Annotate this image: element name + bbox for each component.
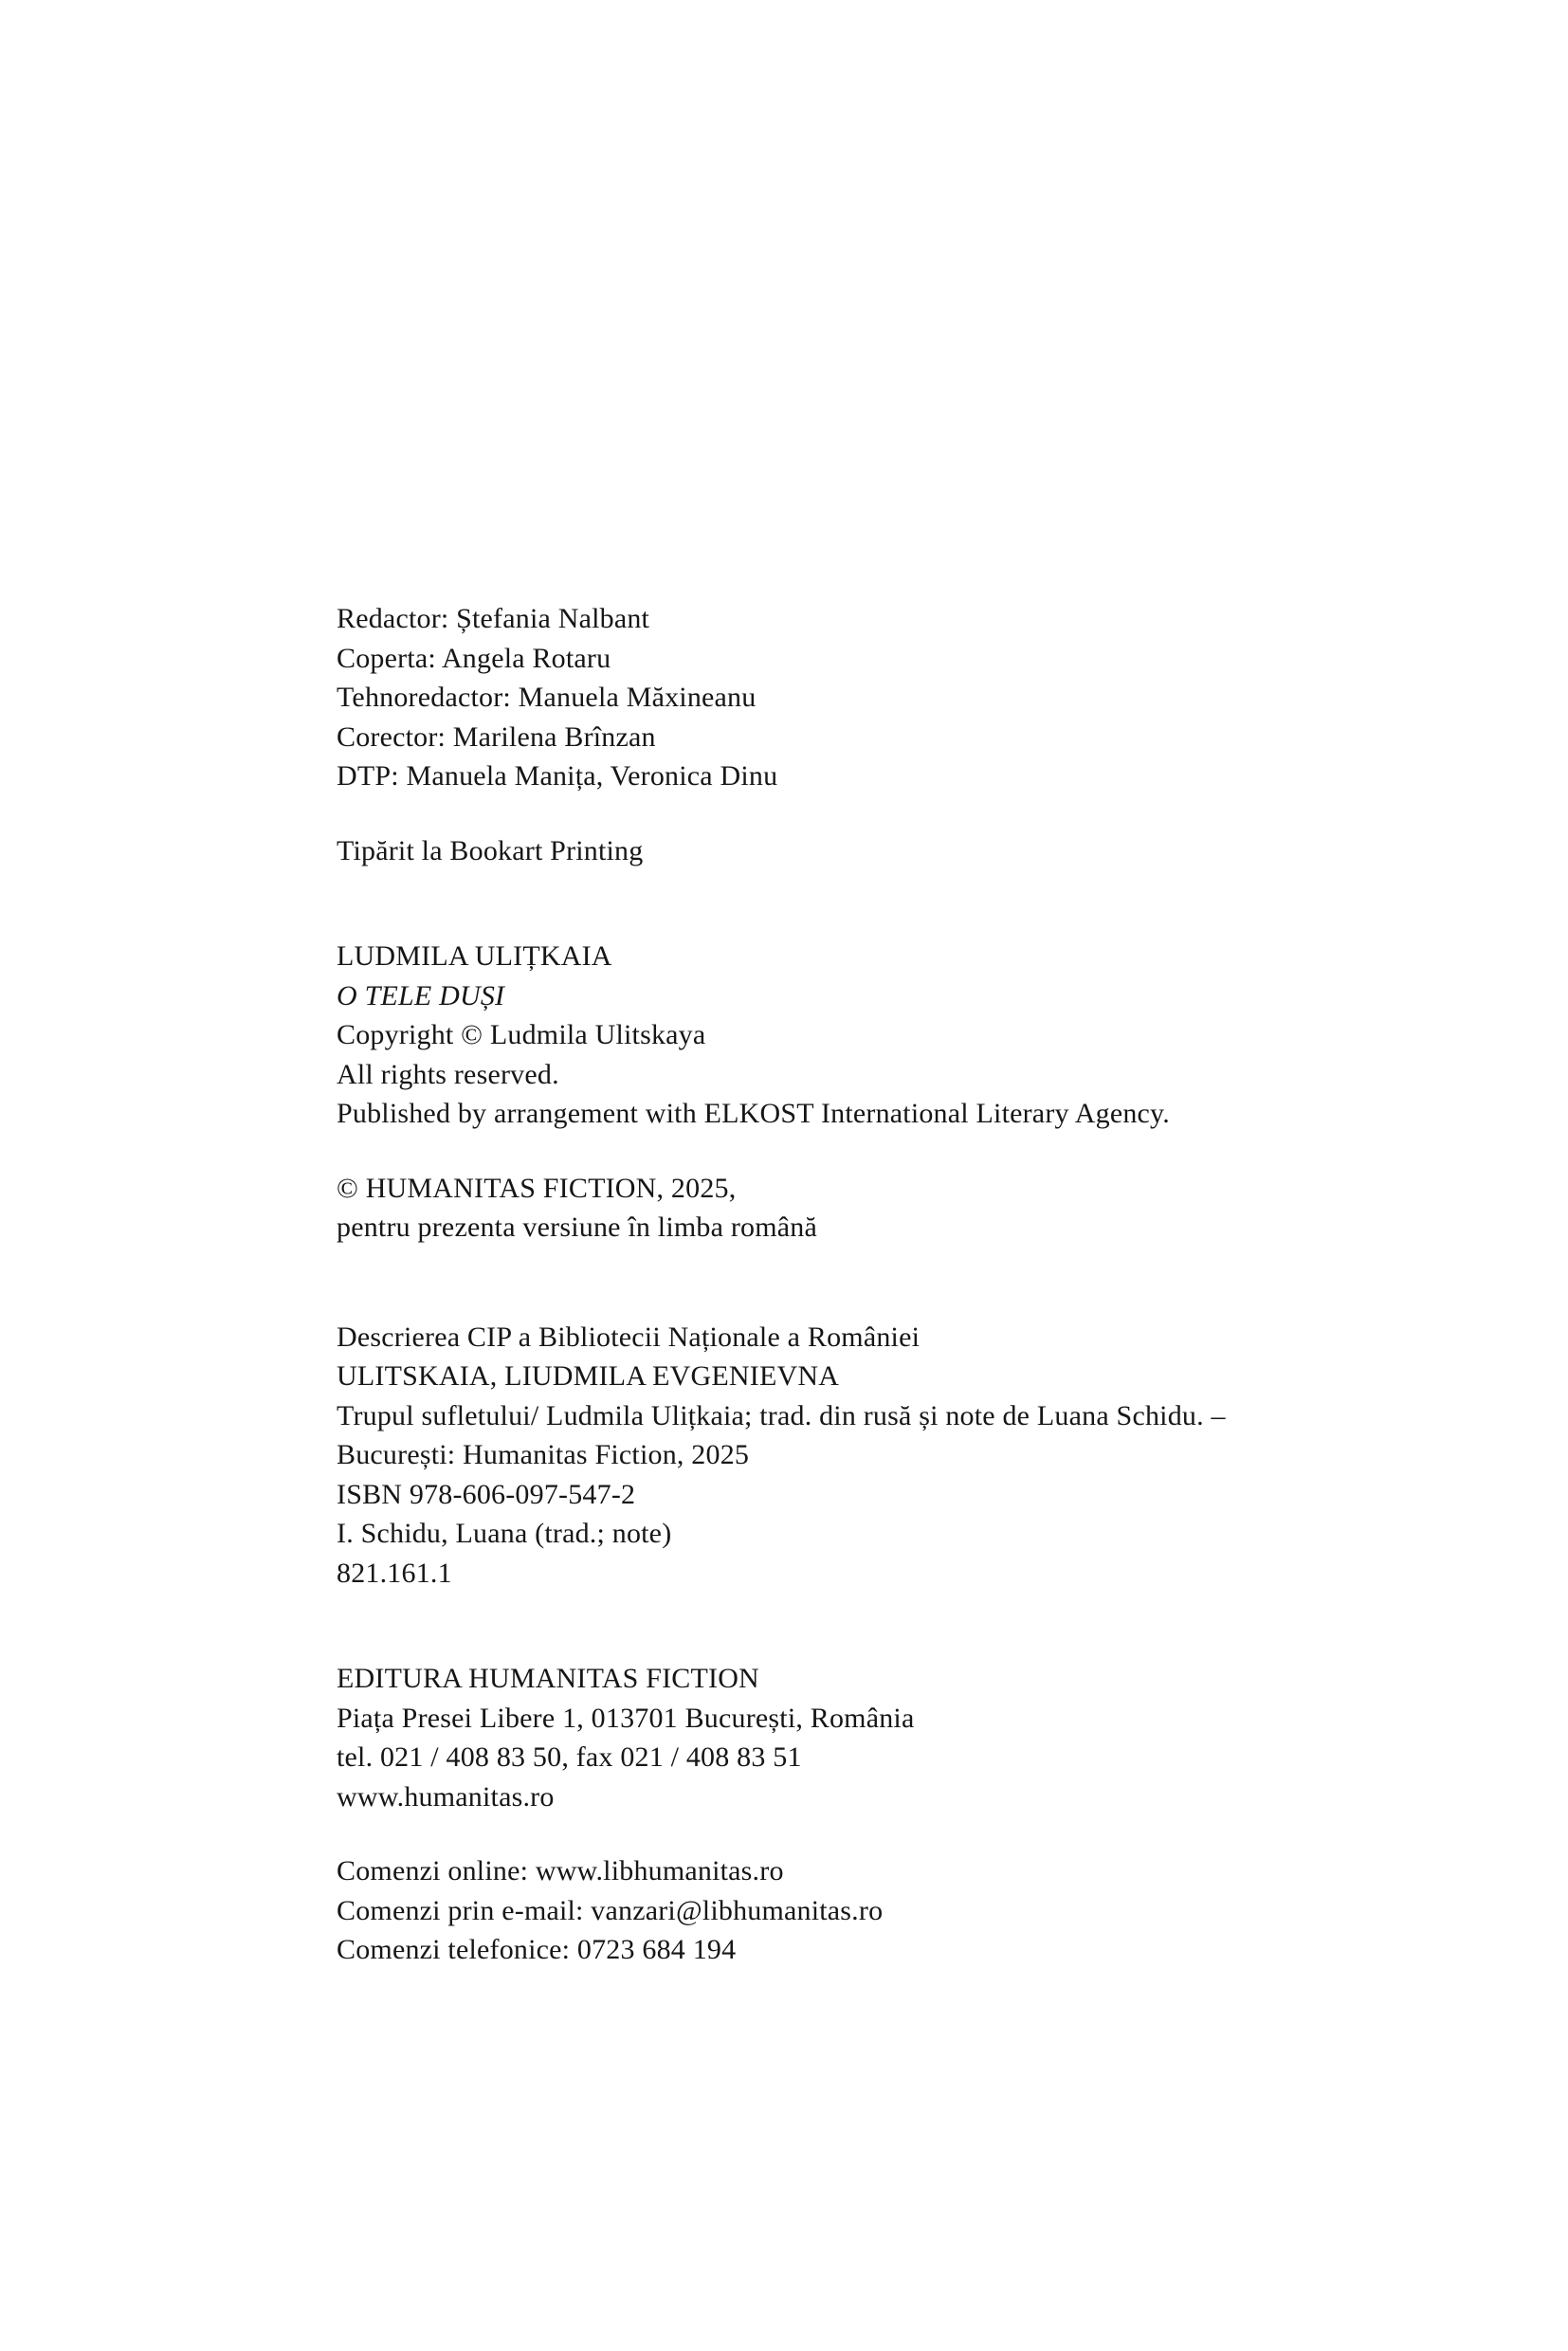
- cip-isbn: ISBN 978-606-097-547-2: [337, 1478, 636, 1510]
- orders-phone: Comenzi telefonice: 0723 684 194: [337, 1934, 737, 1965]
- cip-title-entry: Trupul sufletului/ Ludmila Ulițkaia; trad. din rusă și note de Luana Schidu. –: [337, 1399, 1226, 1431]
- cip-translator-entry: I. Schidu, Luana (trad.; note): [337, 1518, 672, 1549]
- credits-block: [337, 599, 1427, 796]
- publisher-phones: tel. 021 / 408 83 50, fax 021 / 408 83 51: [337, 1741, 802, 1773]
- orders-online: Comenzi online: www.libhumanitas.ro: [337, 1855, 784, 1886]
- original-copyright: Copyright © Ludmila Ulitskaya: [337, 1019, 706, 1050]
- credit-line-tehnoredactor: Tehnoredactor: Manuela Măxineanu: [337, 682, 757, 713]
- original-title: O TELE DUȘI: [337, 979, 505, 1011]
- cip-udc: 821.161.1: [337, 1557, 452, 1589]
- credit-line-redactor: Redactor: Ștefania Nalbant: [337, 603, 650, 634]
- cip-author-entry: ULITSKAIA, LIUDMILA EVGENIEVNA: [337, 1360, 840, 1392]
- romanian-copyright-block: [337, 1169, 1427, 1248]
- original-arrangement: Published by arrangement with ELKOST International Literary Agency.: [337, 1098, 1171, 1129]
- romanian-copyright-line1: © HUMANITAS FICTION, 2025,: [337, 1172, 737, 1204]
- printing-line: Tipărit la Bookart Printing: [337, 834, 644, 866]
- orders-email: Comenzi prin e-mail: vanzari@libhumanitas.ro: [337, 1894, 884, 1926]
- credit-line-dtp: DTP: Manuela Manița, Veronica Dinu: [337, 760, 778, 792]
- cip-block: [337, 1318, 1427, 1594]
- printing-block: [337, 831, 1427, 871]
- cip-imprint: București: Humanitas Fiction, 2025: [337, 1439, 750, 1470]
- credit-line-coperta: Coperta: Angela Rotaru: [337, 642, 611, 674]
- colophon-text-block: [337, 599, 1427, 1970]
- cip-heading: Descrierea CIP a Bibliotecii Naționale a României: [337, 1321, 921, 1353]
- original-edition-block: [337, 937, 1427, 1134]
- publisher-name: EDITURA HUMANITAS FICTION: [337, 1663, 759, 1694]
- romanian-copyright-line2: pentru prezenta versiune în limba română: [337, 1212, 817, 1243]
- orders-block: [337, 1851, 1427, 1970]
- publisher-address: Piața Presei Libere 1, 013701 București, România: [337, 1702, 915, 1734]
- publisher-block: [337, 1659, 1427, 1816]
- original-rights: All rights reserved.: [337, 1058, 559, 1090]
- publisher-website: www.humanitas.ro: [337, 1780, 555, 1813]
- original-author: LUDMILA ULIȚKAIA: [337, 940, 612, 972]
- credit-line-corector: Corector: Marilena Brînzan: [337, 720, 656, 753]
